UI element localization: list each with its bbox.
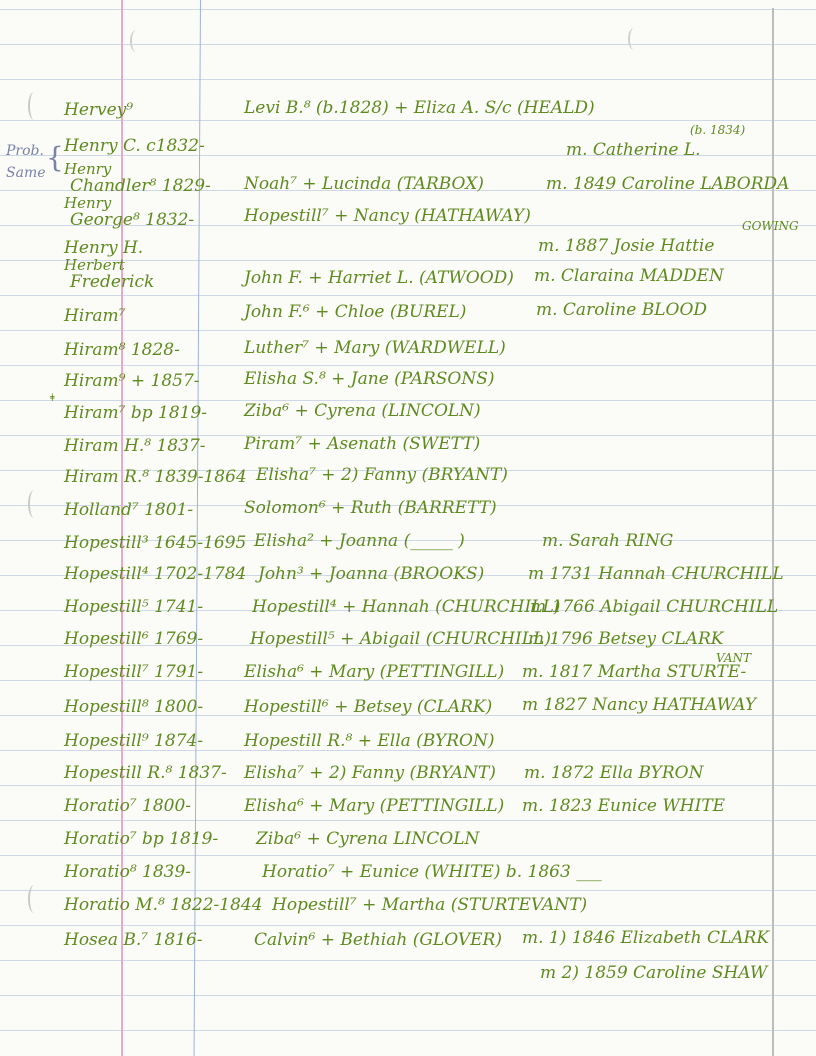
entry-spouse: m 1796 Betsey CLARK <box>528 629 724 649</box>
entry-spouse: m 2) 1859 Caroline SHAW <box>540 963 768 983</box>
entry-spouse: m. 1872 Ella BYRON <box>524 763 704 783</box>
entry-spouse: m. Catherine L. <box>566 140 701 160</box>
entry-name: Henry H. <box>64 238 144 258</box>
entry-note: VANT <box>716 651 752 665</box>
entry-parents: Elisha⁶ + Mary (PETTINGILL) <box>244 662 505 682</box>
entry-spouse: m 1827 Nancy HATHAWAY <box>522 695 757 715</box>
entry-name: Hiram H.⁸ 1837- <box>64 436 206 456</box>
entry-name: Hervey⁹ <box>64 100 134 120</box>
entry-parents: Elisha⁶ + Mary (PETTINGILL) <box>244 796 505 816</box>
entry-parents: Ziba⁶ + Cyrena (LINCOLN) <box>244 401 481 421</box>
side-note-prob: Prob. <box>6 143 44 159</box>
margin-tick: ǂ <box>50 393 55 404</box>
entry-row <box>0 651 770 697</box>
page-edge <box>772 8 774 1056</box>
entry-parents: John F. + Harriet L. (ATWOOD) <box>244 268 514 288</box>
entry-name: Hopestill⁷ 1791- <box>64 662 204 682</box>
entry-parents: Hopestill⁴ + Hannah (CHURCHILL) <box>252 597 561 617</box>
entry-row <box>0 500 770 535</box>
entry-name: Hopestill R.⁸ 1837- <box>64 763 227 783</box>
entry-row <box>0 731 770 766</box>
entry-spouse: m. 1) 1846 Elizabeth CLARK <box>522 928 770 948</box>
entry-parents: Elisha² + Joanna (_____ ) <box>254 531 465 551</box>
entry-name: Hopestill⁸ 1800- <box>64 697 204 717</box>
entry-parents: Piram⁷ + Asenath (SWETT) <box>244 434 481 454</box>
entry-parents: Hopestill⁷ + Martha (STURTEVANT) <box>272 895 588 915</box>
entry-name: Hopestill⁵ 1741- <box>64 597 204 617</box>
entry-name-rest: George⁸ 1832- <box>70 210 195 230</box>
entry-parents: Levi B.⁸ (b.1828) + Eliza A. S/c (HEALD) <box>244 98 595 118</box>
entry-name: Hosea B.⁷ 1816- <box>64 930 203 950</box>
entry-spouse: m 1766 Abigail CHURCHILL <box>530 597 779 617</box>
entry-name-first: Henry <box>64 194 112 212</box>
entry-parents: Calvin⁶ + Bethiah (GLOVER) <box>254 930 502 950</box>
entry-parents: John F.⁶ + Chloe (BUREL) <box>244 302 467 322</box>
entry-row <box>0 697 770 732</box>
entry-parents: Horatio⁷ + Eunice (WHITE) b. 1863 ___ <box>262 862 602 882</box>
entry-name: Hiram⁷ <box>64 306 126 326</box>
entry-name-rest: Chandler⁸ 1829- <box>70 176 211 196</box>
entry-parents: Ziba⁶ + Cyrena LINCOLN <box>256 829 480 849</box>
entry-row <box>0 258 770 293</box>
entry-name: Hiram⁸ 1828- <box>64 340 180 360</box>
entry-parents: John³ + Joanna (BROOKS) <box>258 564 485 584</box>
entry-spouse: m. 1823 Eunice WHITE <box>522 796 726 816</box>
entry-parents: Hopestill⁵ + Abigail (CHURCHILL) <box>250 629 551 649</box>
entry-parents: Hopestill⁶ + Betsey (CLARK) <box>244 697 493 717</box>
entry-row <box>0 196 770 231</box>
entry-name: Hopestill⁴ 1702-1784 <box>64 564 247 584</box>
entry-name-first: Henry <box>64 160 112 178</box>
entry-row <box>0 796 770 831</box>
entry-name: Hiram⁷ bp 1819- <box>64 403 208 423</box>
entry-row <box>0 100 770 135</box>
entry-parents: Elisha S.⁸ + Jane (PARSONS) <box>244 369 495 389</box>
entry-row <box>0 597 779 632</box>
entry-name: Horatio⁷ 1800- <box>64 796 192 816</box>
side-note-same: Same <box>6 165 46 181</box>
entry-row <box>0 629 770 664</box>
entry-parents: Noah⁷ + Lucinda (TARBOX) <box>244 174 484 194</box>
entry-spouse: m. Claraina MADDEN <box>534 266 724 286</box>
entry-row <box>0 895 770 930</box>
entry-name-first: Herbert <box>64 256 125 274</box>
entry-parents: Hopestill⁷ + Nancy (HATHAWAY) <box>244 206 531 226</box>
entry-name: Henry C. c1832- <box>64 136 205 156</box>
entry-row <box>0 160 790 197</box>
entry-row <box>0 300 770 341</box>
entry-name: Hopestill⁶ 1769- <box>64 629 204 649</box>
entry-row <box>0 467 770 502</box>
entry-name: Horatio⁸ 1839- <box>64 862 192 882</box>
entry-name-rest: Frederick <box>70 272 155 292</box>
entry-spouse: m. Caroline BLOOD <box>536 300 708 320</box>
entry-spouse: m. 1887 Josie Hattie <box>538 236 715 256</box>
binder-hole-mark <box>130 30 142 52</box>
entry-spouse: m. Sarah RING <box>542 531 674 551</box>
entry-name: Hiram R.⁸ 1839-1864 <box>64 467 247 487</box>
entry-note: GOWING <box>742 219 799 233</box>
entry-spouse: m. 1817 Martha STURTE- <box>522 662 747 682</box>
entry-name: Horatio M.⁸ 1822-1844 <box>64 895 263 915</box>
entry-spouse: m 1731 Hannah CHURCHILL <box>528 564 784 584</box>
entry-parents: Elisha⁷ + 2) Fanny (BRYANT) <box>256 465 508 485</box>
entry-parents: Elisha⁷ + 2) Fanny (BRYANT) <box>244 763 496 783</box>
entry-name: Hopestill⁹ 1874- <box>64 731 204 751</box>
entry-name: Hiram⁹ + 1857- <box>64 371 200 391</box>
entry-row <box>0 393 770 438</box>
entry-name: Hopestill³ 1645-1695 <box>64 533 247 553</box>
entry-row <box>0 829 770 864</box>
entry-name: Horatio⁷ bp 1819- <box>64 829 219 849</box>
entry-row <box>0 963 770 998</box>
entry-row <box>0 862 770 897</box>
entry-parents: Solomon⁶ + Ruth (BARRETT) <box>244 498 497 518</box>
entry-parents: Luther⁷ + Mary (WARDWELL) <box>244 338 506 358</box>
entry-row <box>0 930 770 965</box>
entry-row <box>0 564 784 599</box>
entry-parents: Hopestill R.⁸ + Ella (BYRON) <box>244 731 495 751</box>
entry-note: (b. 1834) <box>690 123 746 137</box>
entry-spouse: m. 1849 Caroline LABORDA <box>546 174 790 194</box>
entry-name: Holland⁷ 1801- <box>64 500 194 520</box>
brace-mark: { <box>46 141 64 174</box>
entry-row <box>0 763 770 798</box>
entry-row <box>0 533 770 568</box>
binder-hole-mark <box>628 28 640 50</box>
